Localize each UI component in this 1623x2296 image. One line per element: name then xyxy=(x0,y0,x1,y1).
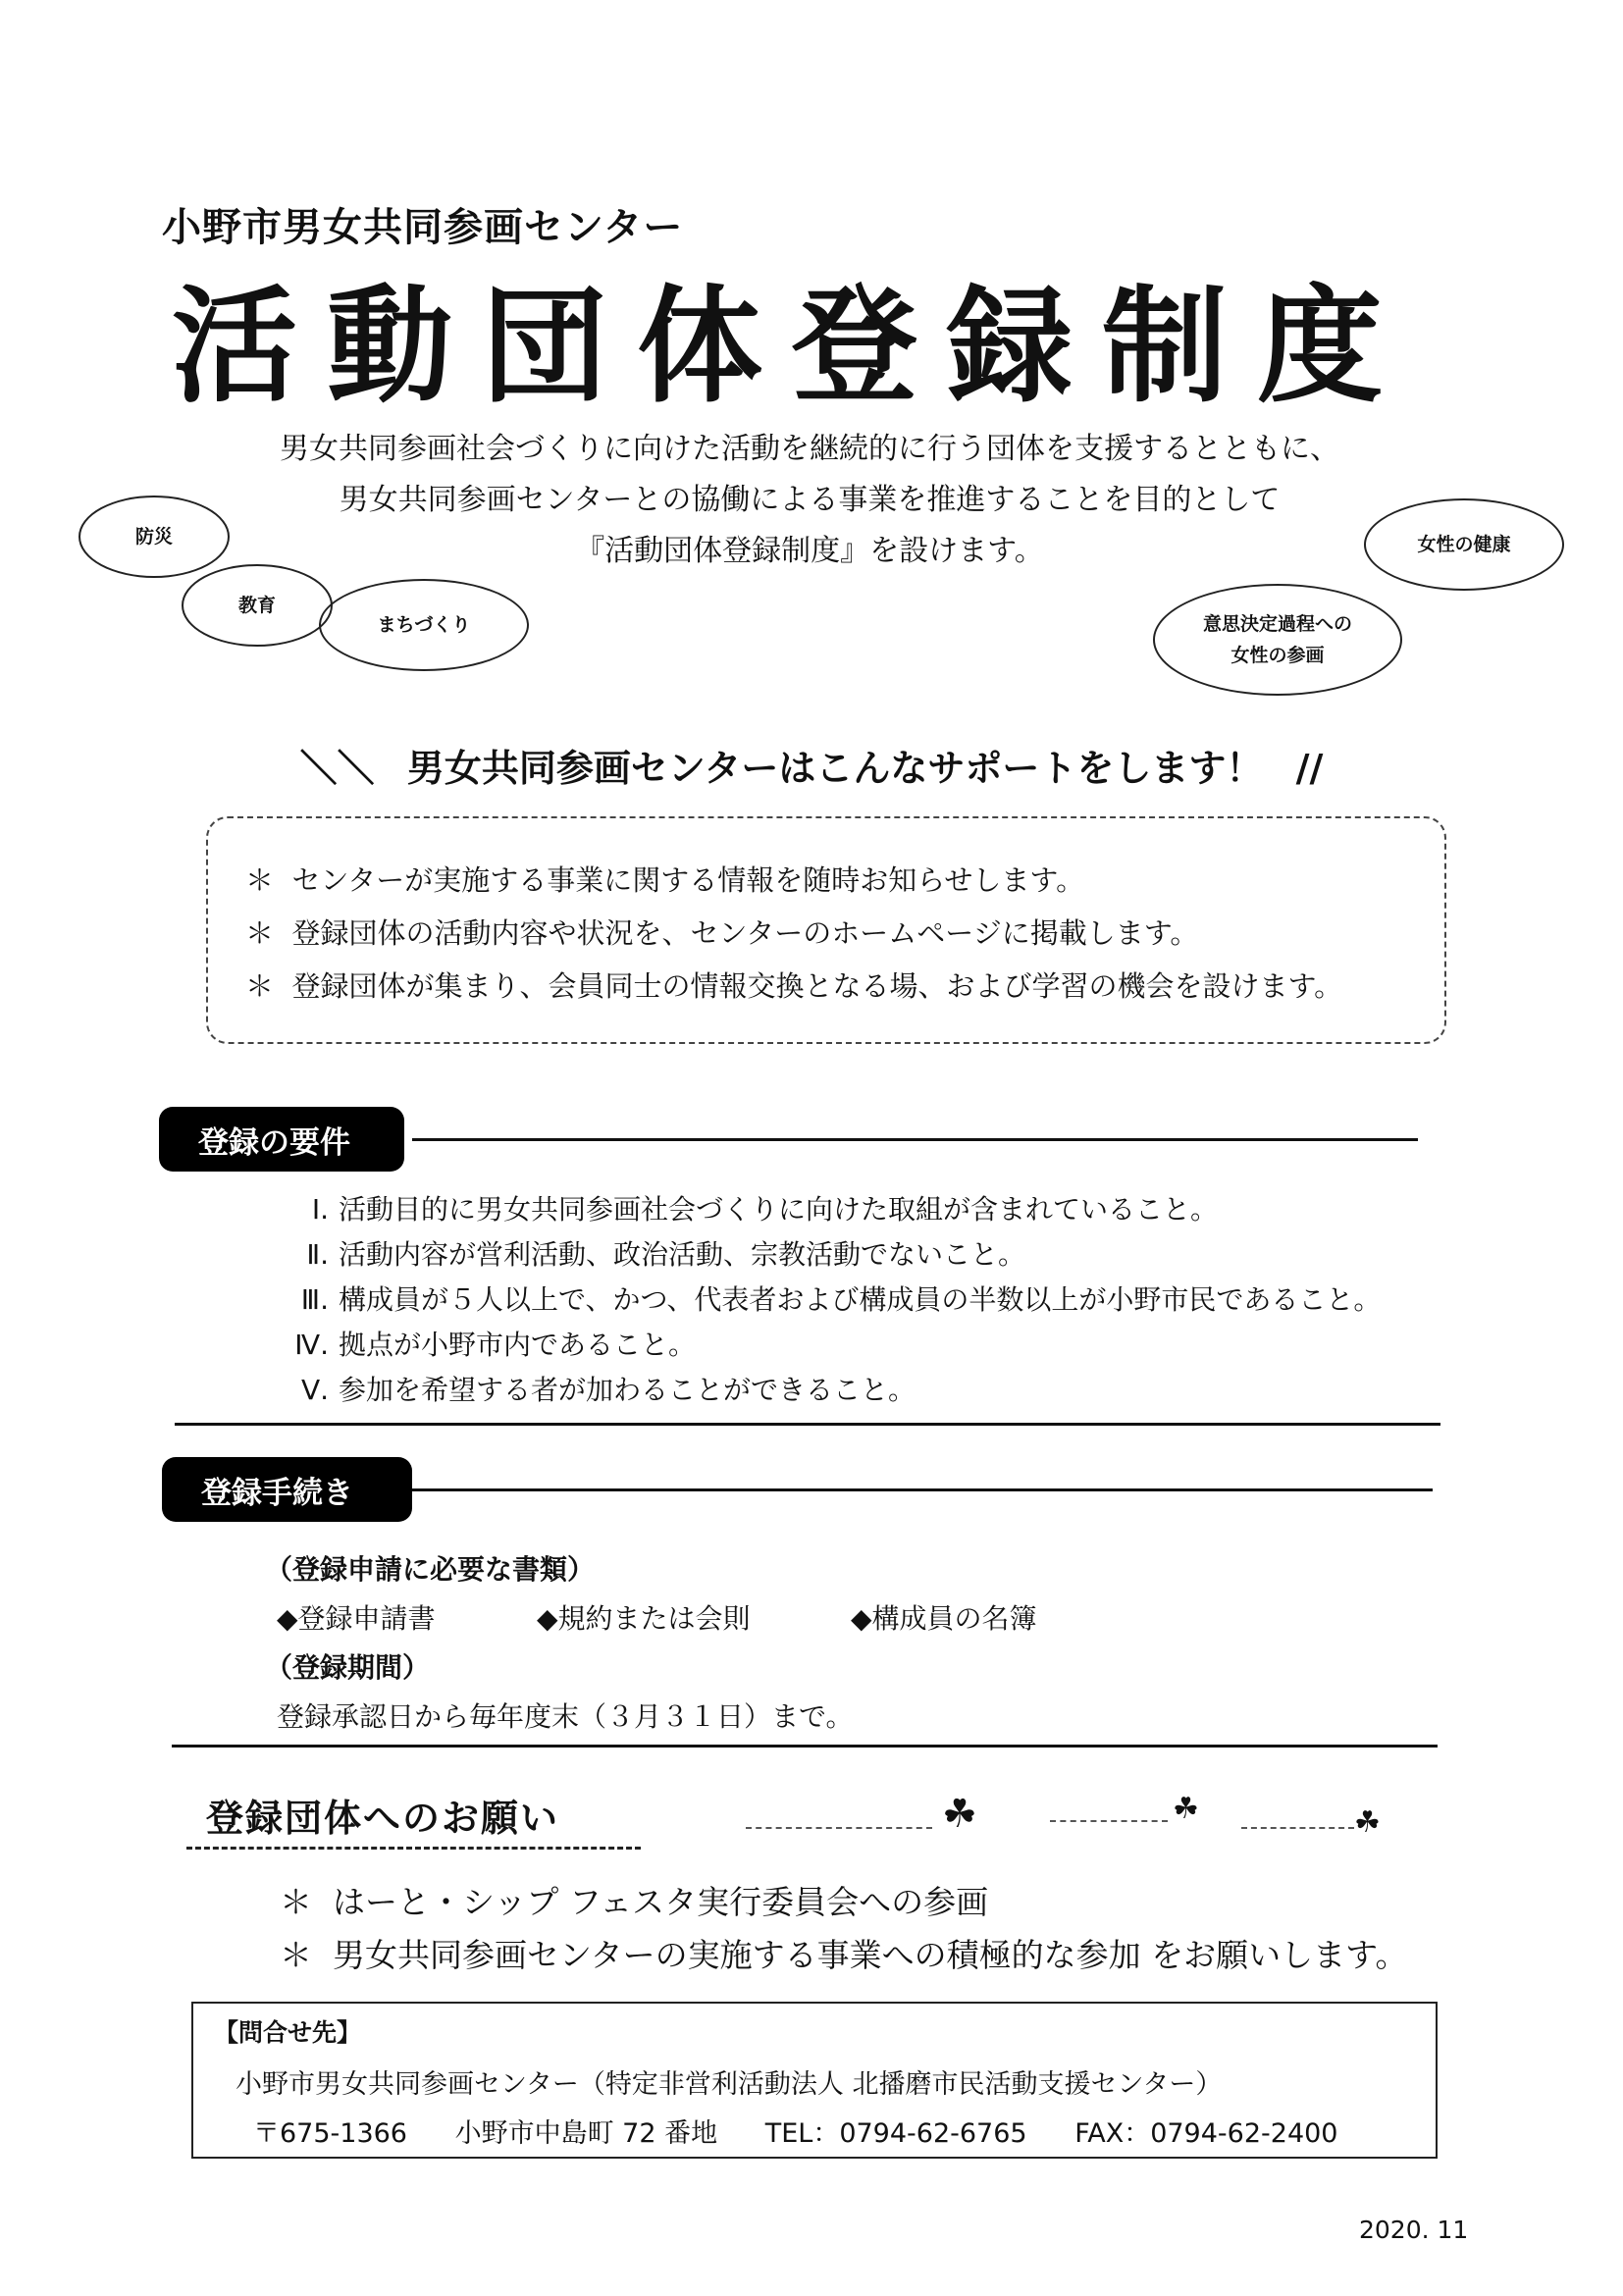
cloud-label: 防災 xyxy=(134,526,173,548)
requirements-list xyxy=(280,1187,1381,1413)
bullet-icon: ＊ xyxy=(280,1883,312,1921)
section-rule xyxy=(412,1488,1433,1491)
procedure-label xyxy=(162,1457,412,1522)
cloud-label: まちづくり xyxy=(377,614,471,636)
contact-label: 【問合せ先】 xyxy=(214,2018,362,2047)
cloud-machizukuri xyxy=(319,579,529,671)
bullet-icon: ＊ xyxy=(245,863,275,897)
intro-line: 男女共同参画社会づくりに向けた活動を継続的に行う団体を支援するとともに、 xyxy=(280,432,1339,466)
list-item xyxy=(245,854,1342,907)
clover-icon: ☘ xyxy=(942,1792,977,1837)
decoration-vine xyxy=(1241,1827,1354,1829)
list-item xyxy=(280,1323,1381,1368)
clover-icon: ☘ xyxy=(1173,1792,1199,1826)
list-item xyxy=(245,907,1342,960)
intro-line: 『活動団体登録制度』を設けます。 xyxy=(575,534,1044,568)
list-item-text: 構成員が５人以上で、かつ、代表者および構成員の半数以上が小野市民であること。 xyxy=(339,1283,1382,1316)
cloud-kyouiku xyxy=(182,564,333,647)
cloud-label: 女性の健康 xyxy=(1417,534,1511,555)
list-item xyxy=(280,1232,1381,1278)
list-item xyxy=(280,1187,1381,1232)
doc-item: ◆登録申請書 xyxy=(277,1602,436,1635)
heading-deco-left: ＼＼ xyxy=(299,747,375,790)
divider xyxy=(172,1745,1438,1748)
cloud-josei-kenkou xyxy=(1364,498,1564,591)
decoration-vine xyxy=(746,1827,932,1829)
cloud-label: 教育 xyxy=(237,595,276,616)
street-address: 小野市中島町 72 番地 xyxy=(454,2118,718,2149)
organization-name: 小野市男女共同参画センター xyxy=(162,205,684,250)
list-item-text: 拠点が小野市内であること。 xyxy=(339,1329,697,1361)
list-item xyxy=(280,1929,1408,1982)
item-number: Ⅰ. xyxy=(311,1193,329,1226)
list-item-text: はーと・シップ フェスタ実行委員会への参画 xyxy=(332,1883,989,1921)
heading-underline xyxy=(186,1847,641,1850)
list-item xyxy=(280,1278,1381,1323)
cloud-ishikettei xyxy=(1153,584,1402,696)
cloud-label: 意思決定過程への xyxy=(1202,613,1352,635)
procedure-content xyxy=(265,1545,1037,1742)
heading-deco-right: // xyxy=(1295,747,1324,790)
item-number: Ⅱ. xyxy=(306,1238,329,1271)
list-item-text: 活動内容が営利活動、政治活動、宗教活動でないこと。 xyxy=(339,1238,1026,1271)
requests-list xyxy=(280,1876,1408,1982)
support-list xyxy=(245,854,1342,1013)
list-item xyxy=(280,1876,1408,1929)
fax-number: FAX：0794-62-2400 xyxy=(1074,2118,1338,2149)
list-item xyxy=(245,960,1342,1013)
period-heading: （登録期間） xyxy=(265,1651,431,1684)
support-heading xyxy=(0,738,1623,792)
divider xyxy=(175,1423,1440,1426)
cloud-bousai xyxy=(79,496,230,578)
issue-date: 2020. 11 xyxy=(1359,2216,1469,2244)
bullet-icon: ＊ xyxy=(245,969,275,1003)
list-item-text: 登録団体の活動内容や状況を、センターのホームページに掲載します。 xyxy=(291,916,1199,950)
contact-org: 小野市男女共同参画センター（特定非営利活動法人 北播磨市民活動支援センター） xyxy=(236,2069,1223,2100)
list-item-text: 男女共同参画センターの実施する事業への積極的な参加 をお願いします。 xyxy=(332,1936,1408,1974)
list-item xyxy=(280,1368,1381,1413)
contact-address-line xyxy=(253,2112,1377,2150)
decoration-vine xyxy=(1050,1820,1168,1822)
requirements-label xyxy=(159,1107,404,1172)
page-title: 活動団体登録制度 xyxy=(172,274,1413,420)
intro-text xyxy=(157,424,1462,577)
list-item-text: センターが実施する事業に関する情報を随時お知らせします。 xyxy=(291,863,1085,897)
list-item-text: 登録団体が集まり、会員同士の情報交換となる場、および学習の機会を設けます。 xyxy=(291,969,1343,1003)
doc-item: ◆構成員の名簿 xyxy=(851,1602,1037,1635)
postal-code: 〒675-1366 xyxy=(253,2118,407,2149)
bullet-icon: ＊ xyxy=(280,1936,312,1974)
docs-list xyxy=(265,1594,1037,1644)
phone-number: TEL：0794-62-6765 xyxy=(764,2118,1027,2149)
doc-item: ◆規約または会則 xyxy=(537,1602,751,1635)
bullet-icon: ＊ xyxy=(245,916,275,950)
item-number: Ⅳ. xyxy=(294,1329,329,1361)
cloud-label: 女性の参画 xyxy=(1230,645,1325,666)
item-number: Ⅲ. xyxy=(300,1283,329,1316)
docs-heading: （登録申請に必要な書類） xyxy=(265,1553,596,1586)
section-label-text: 登録手続き xyxy=(201,1475,353,1511)
section-rule xyxy=(412,1138,1418,1141)
list-item-text: 活動目的に男女共同参画社会づくりに向けた取組が含まれていること。 xyxy=(339,1193,1219,1226)
section-label-text: 登録の要件 xyxy=(198,1124,350,1161)
clover-icon: ☘ xyxy=(1354,1805,1381,1840)
item-number: Ⅴ. xyxy=(300,1374,329,1406)
intro-line: 男女共同参画センターとの協働による事業を推進することを目的として xyxy=(339,483,1281,517)
support-heading-text: 男女共同参画センターはこんなサポートをします！ xyxy=(406,747,1264,790)
list-item-text: 参加を希望する者が加わることができること。 xyxy=(339,1374,916,1406)
requests-heading: 登録団体へのお願い xyxy=(206,1797,560,1840)
period-text: 登録承認日から毎年度末（３月３１日）まで。 xyxy=(277,1700,854,1733)
